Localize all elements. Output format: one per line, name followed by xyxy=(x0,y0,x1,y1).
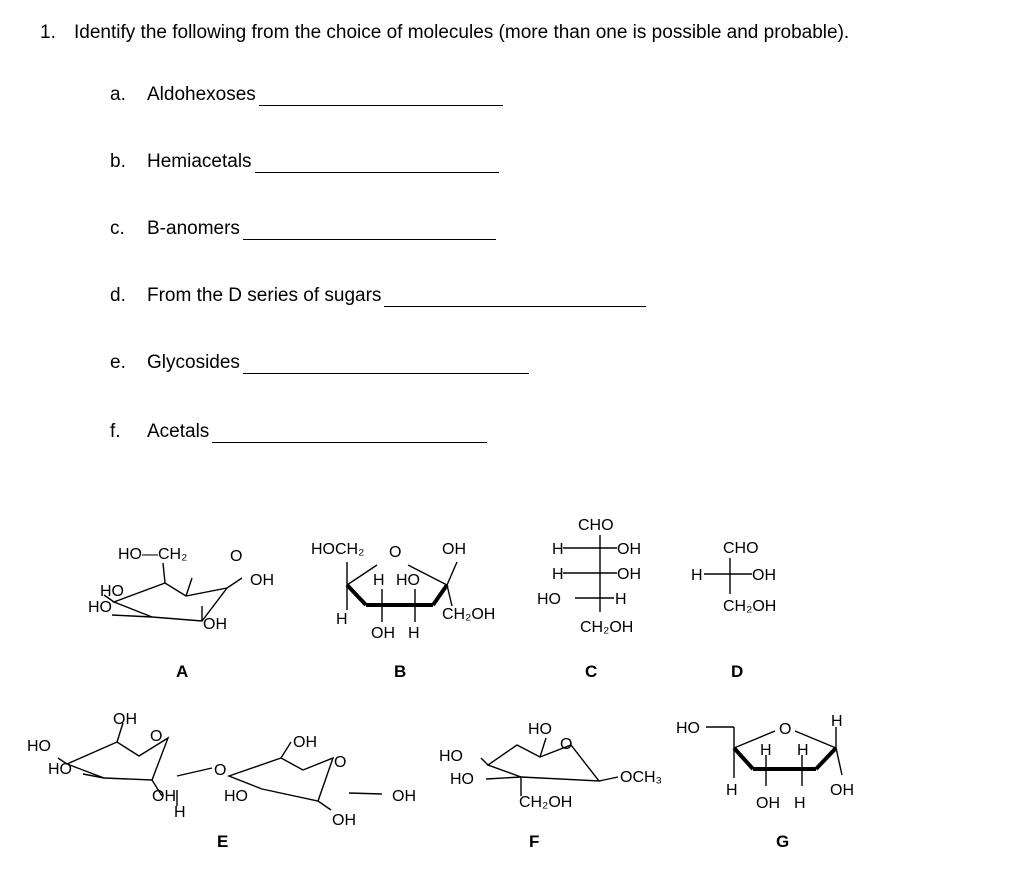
item-text: Acetals xyxy=(147,421,210,442)
group-label: H xyxy=(552,566,564,583)
group-label: H xyxy=(408,625,420,642)
group-label: OH xyxy=(113,711,137,728)
group-label: OH xyxy=(752,567,776,584)
molecule-a xyxy=(88,546,274,681)
group-label: CH₂OH xyxy=(723,598,777,615)
group-label: HO xyxy=(439,748,463,765)
group-label: CH₂OH xyxy=(519,794,573,811)
group-label: HO xyxy=(88,599,112,616)
molecule-e xyxy=(27,711,416,851)
bond xyxy=(281,742,291,758)
group-label: O xyxy=(230,548,243,565)
molecule-label: A xyxy=(176,662,189,681)
group-label: H xyxy=(797,742,809,759)
group-label: OH xyxy=(442,541,466,558)
item-text: B-anomers xyxy=(147,218,240,239)
group-label: OH xyxy=(332,812,356,829)
group-label: HO xyxy=(27,738,51,755)
bond xyxy=(349,793,382,794)
group-label: O xyxy=(560,736,573,753)
item-text: From the D series of sugars xyxy=(147,285,382,306)
group-label: OH xyxy=(830,782,854,799)
molecule-label: E xyxy=(217,832,229,851)
group-label: H xyxy=(760,742,772,759)
item-letter: b. xyxy=(110,151,126,172)
group-label: OH xyxy=(203,616,227,633)
bond xyxy=(227,578,242,588)
molecule-f xyxy=(439,721,662,851)
group-label: OCH₃ xyxy=(620,769,663,786)
group-label: OH xyxy=(250,572,274,589)
group-label: O xyxy=(150,728,163,745)
bond xyxy=(347,585,366,605)
item-text: Hemiacetals xyxy=(147,151,252,172)
group-label: CH₂OH xyxy=(580,619,634,636)
item-letter: e. xyxy=(110,352,126,373)
group-label: H xyxy=(336,611,348,628)
bond xyxy=(318,801,331,810)
bond xyxy=(816,748,836,769)
group-label: O xyxy=(779,721,792,738)
ring-bonds xyxy=(488,745,599,781)
question-number: 1. xyxy=(40,22,56,43)
bond xyxy=(540,738,546,757)
molecule-g xyxy=(676,713,854,851)
group-label: HO xyxy=(537,591,561,608)
group-label: OH xyxy=(392,788,416,805)
group-label: OH xyxy=(617,541,641,558)
group-label: CHO xyxy=(723,540,759,557)
molecule-label: D xyxy=(731,662,744,681)
group-label: H xyxy=(552,541,564,558)
group-label: H xyxy=(726,782,738,799)
item-letter: f. xyxy=(110,421,121,442)
group-label: H xyxy=(373,572,385,589)
molecule-label: C xyxy=(585,662,598,681)
bond xyxy=(447,562,457,585)
group-label: HO xyxy=(450,771,474,788)
molecule-c xyxy=(537,517,641,681)
group-label: HO xyxy=(48,761,72,778)
group-label: CHO xyxy=(578,517,614,534)
group-label: HO xyxy=(528,721,552,738)
group-label: HO xyxy=(100,583,124,600)
group-label: OH xyxy=(152,788,176,805)
group-label: OH xyxy=(756,795,780,812)
bond xyxy=(481,758,488,765)
group-label: O xyxy=(334,754,347,771)
group-label: OH xyxy=(371,625,395,642)
bond xyxy=(447,585,452,606)
group-label: H xyxy=(831,713,843,730)
question-text: Identify the following from the choice of molecules (more than one is possible and probable). xyxy=(74,22,850,43)
group-label: H xyxy=(691,567,703,584)
group-label: HO xyxy=(676,720,700,737)
molecule-d xyxy=(691,540,776,681)
group-label: HO xyxy=(396,572,420,589)
item-letter: d. xyxy=(110,285,126,306)
molecule-label: B xyxy=(394,662,407,681)
item-text: Glycosides xyxy=(147,352,240,373)
bond xyxy=(734,748,753,769)
molecule-label: G xyxy=(776,832,790,851)
group-label: HO—CH₂ xyxy=(118,546,188,563)
group-label: HO xyxy=(224,788,248,805)
bond xyxy=(599,777,618,781)
group-label: H xyxy=(174,804,186,821)
bond xyxy=(163,563,165,583)
group-label: OH xyxy=(293,734,317,751)
bond xyxy=(177,768,212,776)
molecule-label: F xyxy=(529,832,540,851)
bond xyxy=(433,585,447,605)
group-label: CH₂OH xyxy=(442,606,496,623)
group-label: O xyxy=(389,544,402,561)
item-text: Aldohexoses xyxy=(147,84,256,105)
bond xyxy=(486,777,521,779)
group-label: H xyxy=(794,795,806,812)
group-label: HOCH₂ xyxy=(311,541,365,558)
group-label: H xyxy=(615,591,627,608)
group-label: OH xyxy=(617,566,641,583)
item-letter: c. xyxy=(110,218,125,239)
group-label: O xyxy=(214,762,227,779)
molecule-b xyxy=(311,541,495,681)
bond xyxy=(836,748,842,775)
item-letter: a. xyxy=(110,84,126,105)
bond xyxy=(186,578,192,596)
